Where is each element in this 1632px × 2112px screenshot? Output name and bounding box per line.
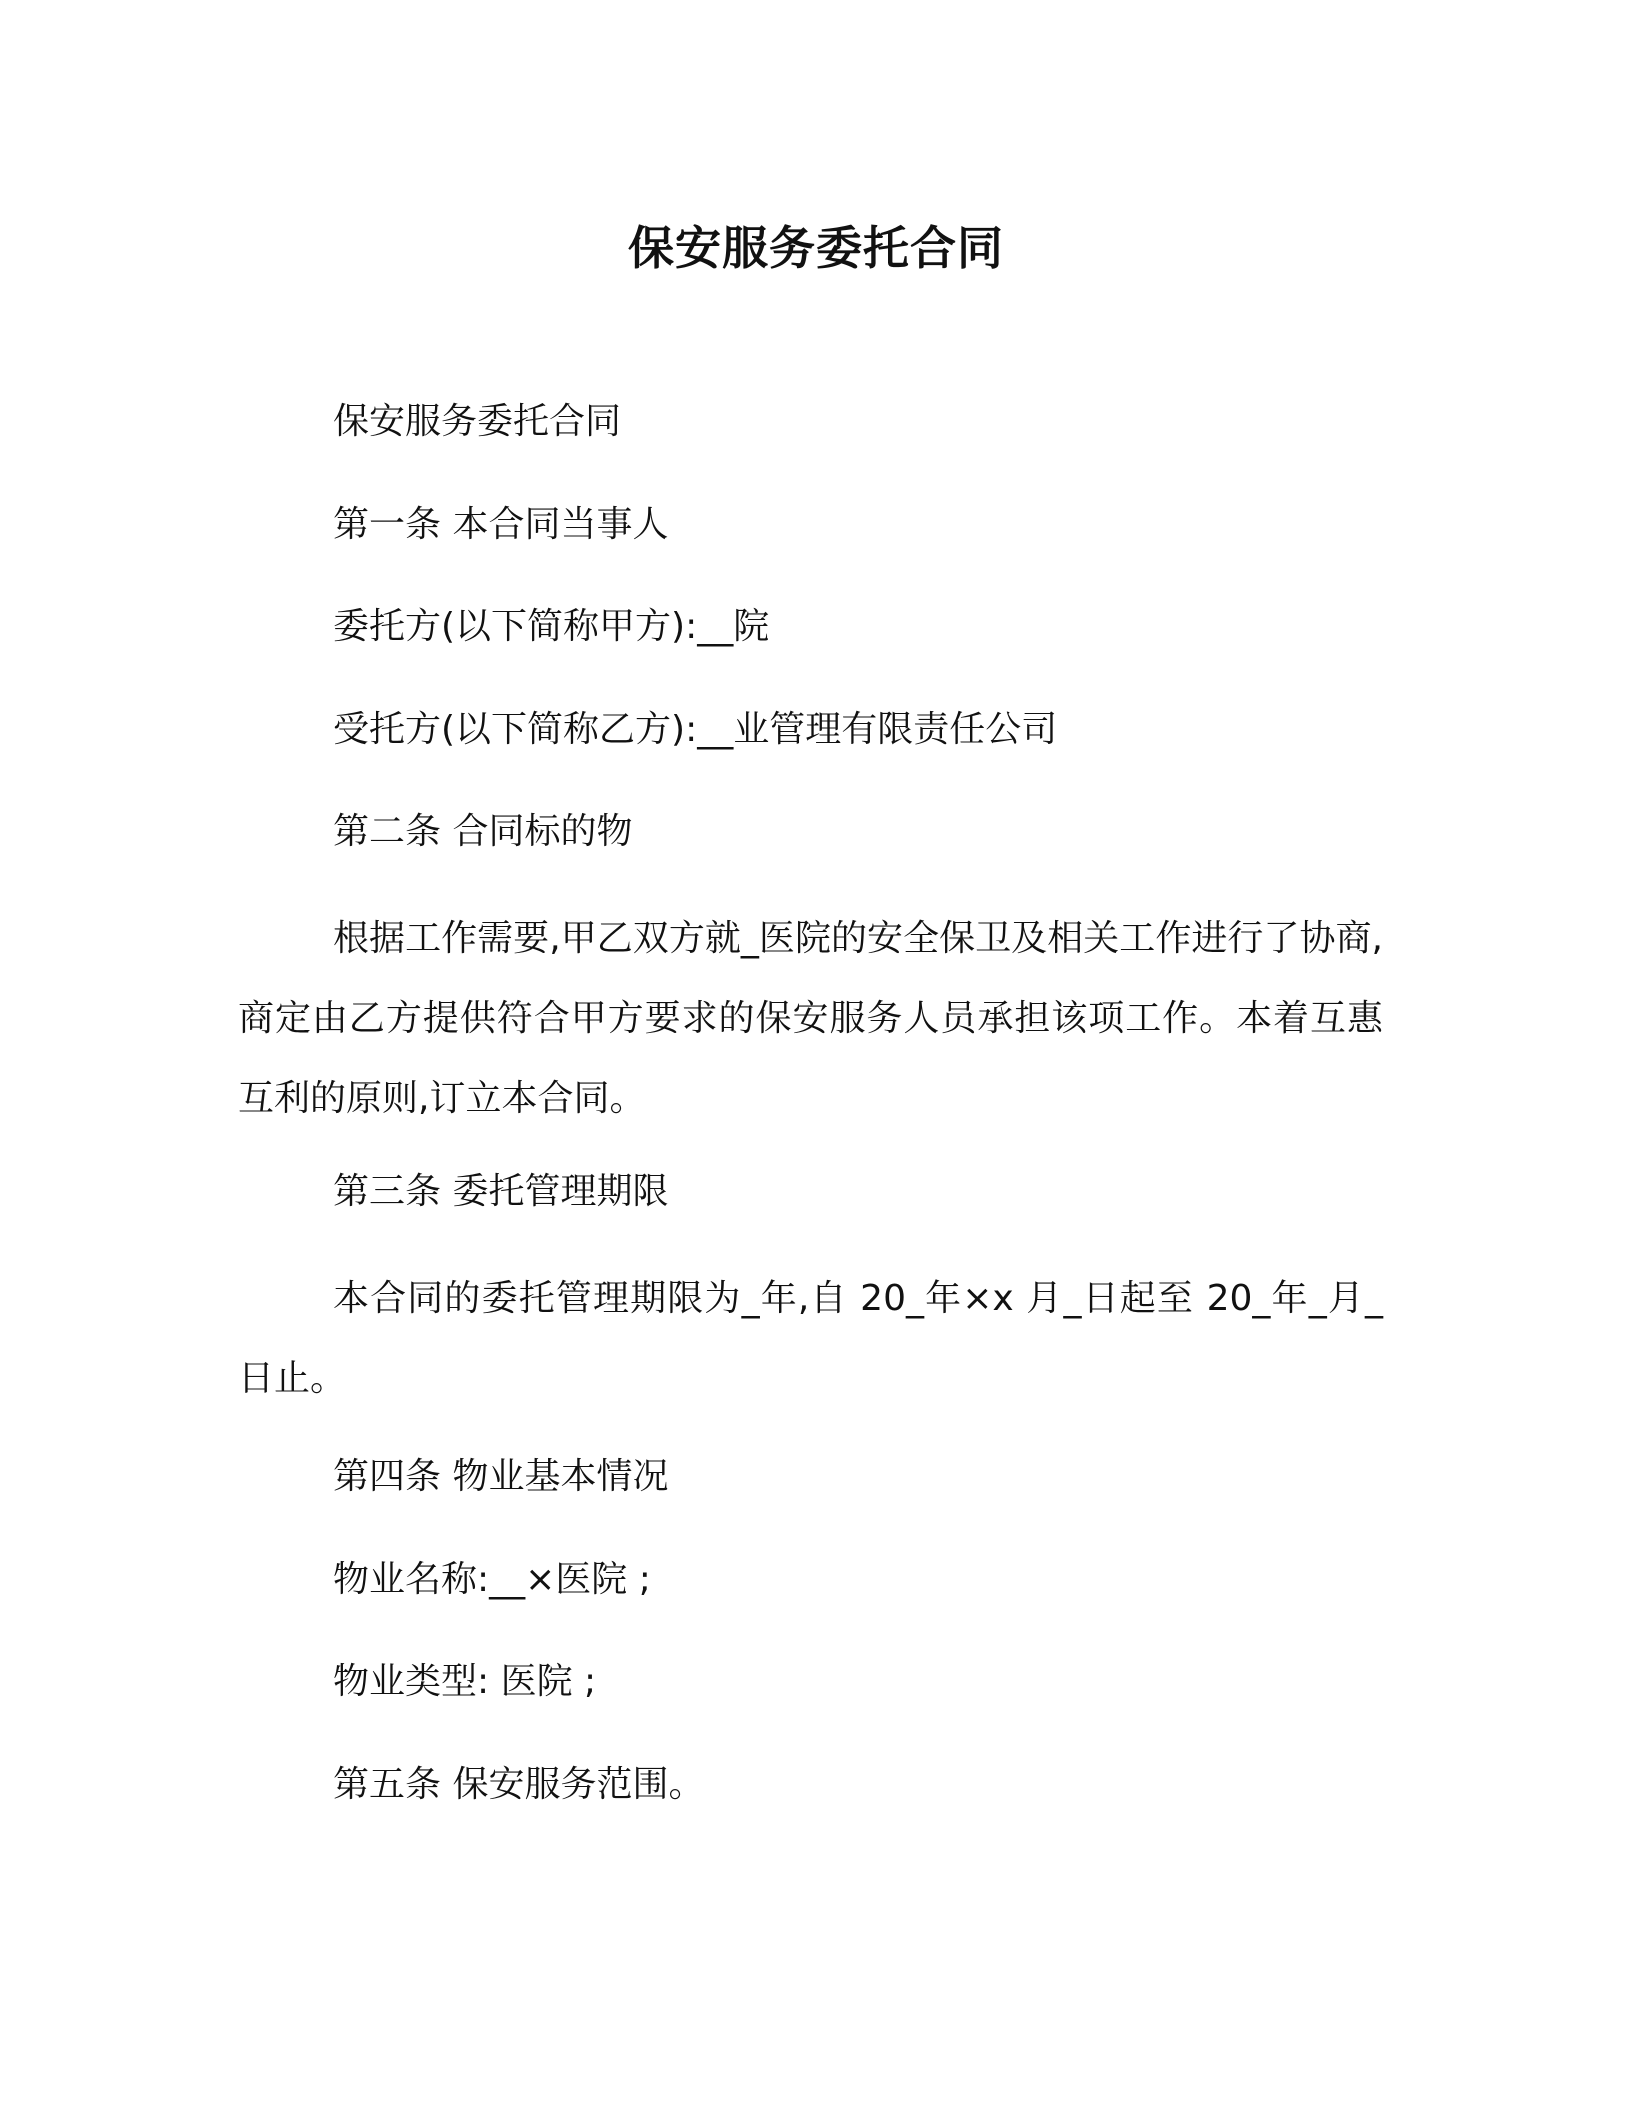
article-2-paragraph: 根据工作需要,甲乙双方就_医院的安全保卫及相关工作进行了协商,商定由乙方提供符合甲方要求的保安服务人员承担该项工作。本着互惠互利的原则,订立本合同。 [238, 918, 1383, 1119]
article-2-heading: 第二条 合同标的物 [333, 811, 633, 852]
party-a-line: 委托方(以下简称甲方):__院 [333, 606, 770, 647]
article-5-heading: 第五条 保安服务范围。 [333, 1764, 705, 1805]
property-type-line: 物业类型: 医院 ; [333, 1661, 597, 1702]
article-3-paragraph: 本合同的委托管理期限为_年,自 20_年×x 月_日起至 20_年_月_日止。 [238, 1278, 1383, 1399]
property-name-line: 物业名称:__×医院 ; [333, 1559, 651, 1600]
document-title: 保安服务委托合同 [628, 221, 1004, 275]
party-b-line: 受托方(以下简称乙方):__业管理有限责任公司 [333, 709, 1058, 750]
article-4-heading: 第四条 物业基本情况 [333, 1456, 669, 1497]
subtitle-line: 保安服务委托合同 [333, 401, 622, 442]
article-3-heading: 第三条 委托管理期限 [333, 1171, 669, 1212]
article-1-heading: 第一条 本合同当事人 [333, 504, 669, 545]
